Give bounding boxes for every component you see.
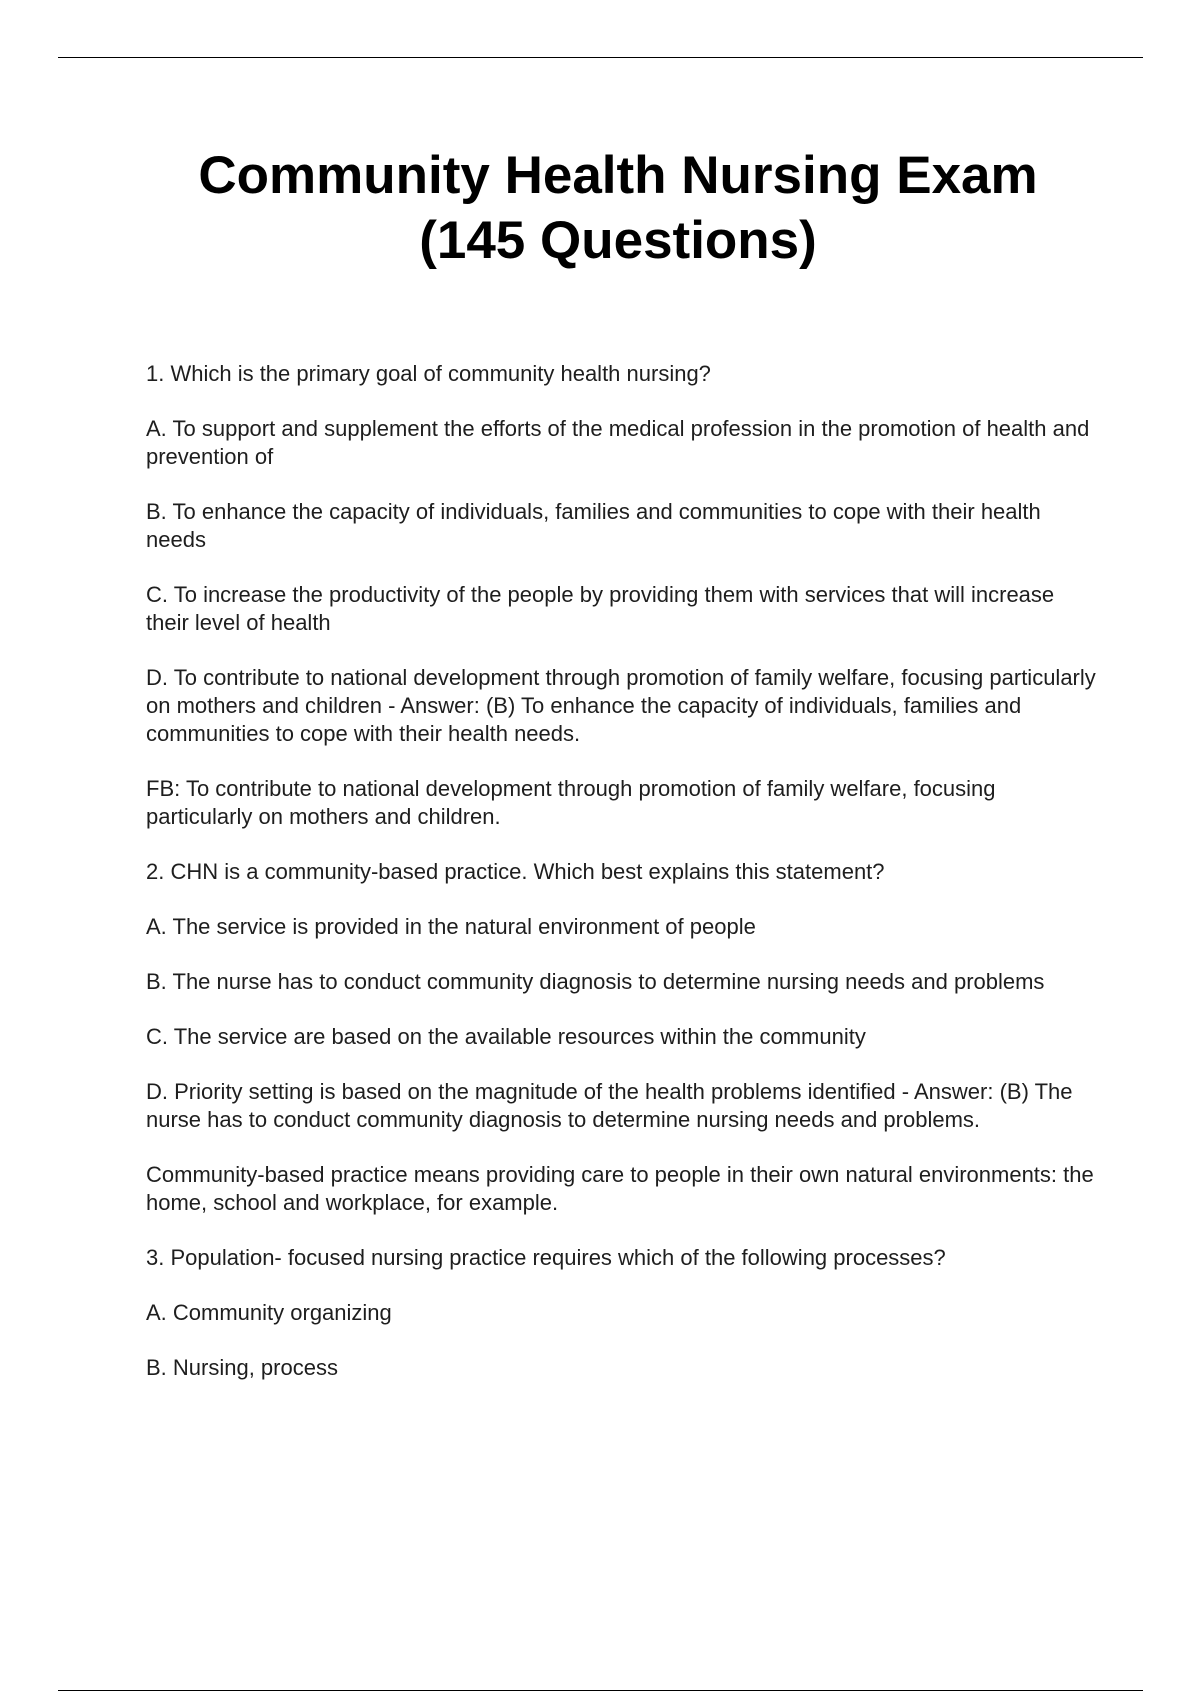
question-2: 2. CHN is a community-based practice. Which best explains this statement?: [146, 859, 885, 884]
question-3: 3. Population- focused nursing practice requires which of the following processes?: [146, 1245, 946, 1270]
question-3-option-a: A. Community organizing: [146, 1300, 392, 1325]
question-2-option-a: A. The service is provided in the natural environment of people: [146, 914, 756, 939]
question-1-option-b: B. To enhance the capacity of individuals, families and communities to cope with their health needs: [146, 499, 1041, 552]
question-2-explanation: Community-based practice means providing care to people in their own natural environments: the home, school and workplace, for example.: [146, 1162, 1094, 1215]
question-3-option-b: B. Nursing, process: [146, 1355, 338, 1380]
question-1-option-a: A. To support and supplement the efforts of the medical profession in the promotion of health and prevention of: [146, 416, 1090, 469]
title-line-2: (145 Questions): [419, 211, 817, 270]
question-1: 1. Which is the primary goal of community health nursing?: [146, 361, 711, 386]
bottom-rule: [58, 1690, 1143, 1691]
question-1-feedback: FB: To contribute to national development through promotion of family welfare, focusing particularly on mothers and children.: [146, 776, 996, 829]
document-title: [0, 143, 1200, 273]
question-2-option-c: C. The service are based on the available resources within the community: [146, 1024, 866, 1049]
document-body: [146, 360, 1096, 1409]
question-2-option-b: B. The nurse has to conduct community diagnosis to determine nursing needs and problems: [146, 969, 1045, 994]
question-2-option-d-answer: D. Priority setting is based on the magnitude of the health problems identified - Answer: (B) The nurse has to conduct community diagnosis to determine nursing needs and problems.: [146, 1079, 1073, 1132]
question-1-option-c: C. To increase the productivity of the people by providing them with services that will increase their level of health: [146, 582, 1055, 635]
title-line-1: Community Health Nursing Exam: [198, 146, 1038, 205]
question-1-option-d-answer: D. To contribute to national development through promotion of family welfare, focusing particularly on mothers and children - Answer: (B) To enhance the capacity of individuals, families and communities to cope with their health needs.: [146, 665, 1096, 746]
top-rule: [58, 57, 1143, 58]
